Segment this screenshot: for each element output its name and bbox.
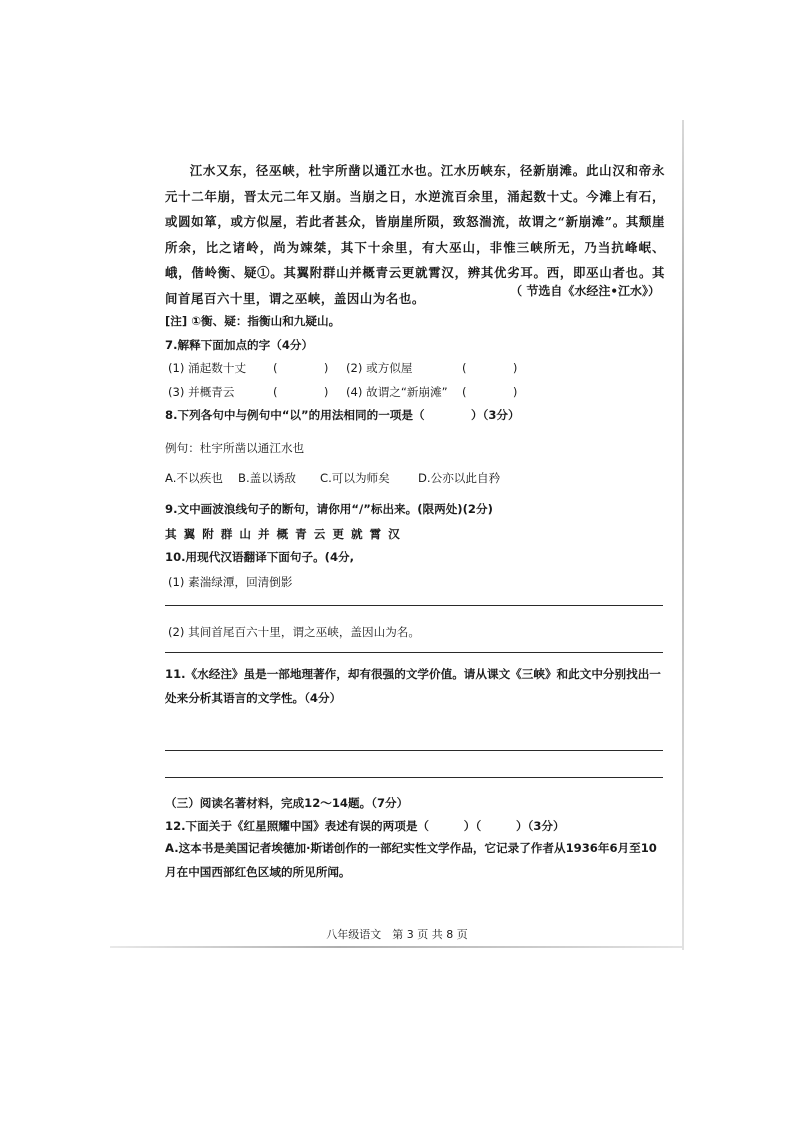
q7-item-2-blank[interactable]: ( ): [462, 361, 518, 375]
question-12-option-a[interactable]: A.这本书是美国记者埃德加·斯诺创作的一部纪实性文学作品，它记录了作者从1936年6月至10月在中国西部红色区域的所见所闻。: [165, 841, 657, 879]
question-12-stem: 12.下面关于《红星照耀中国》表述有误的两项是（ ）（ ）（3分）: [165, 819, 565, 833]
q7-item-4-blank[interactable]: ( ): [462, 385, 518, 399]
question-8-example: 例句：杜宇所凿以通江水也: [165, 441, 305, 455]
section-3-title: （三）阅读名著材料，完成12～14题。（7分）: [165, 796, 409, 810]
q7-item-3-blank[interactable]: ( ): [273, 385, 329, 399]
q8-option-d[interactable]: D.公亦以此自矜: [418, 471, 501, 485]
answer-line-10-2[interactable]: [165, 652, 663, 653]
q8-option-c[interactable]: C.可以为师矣: [320, 471, 390, 485]
page-footer: 八年级语文 第 3 页 共 8 页: [326, 928, 468, 941]
question-9-sentence[interactable]: 其翼附群山并概青云更就霄汉: [165, 527, 407, 541]
question-7-stem: 7.解释下面加点的字（4分）: [165, 338, 314, 352]
question-10-stem: 10.用现代汉语翻译下面句子。(4分,: [165, 550, 355, 564]
q8-option-a[interactable]: A.不以疾也: [165, 471, 223, 485]
question-9-stem: 9.文中画波浪线句子的断句，请你用“/”标出来。(限两处)(2分): [165, 502, 493, 516]
annotation-note: [注] ①衡、疑：指衡山和九疑山。: [165, 314, 341, 328]
q7-item-1: (1) 涌起数十丈: [168, 361, 247, 375]
passage-source: （ 节选自《水经注•江水》）: [510, 284, 660, 298]
question-10-sentence-1: (1) 素湍绿潭，回清倒影: [168, 575, 293, 589]
scan-edge-bottom: [110, 946, 682, 948]
q8-option-b[interactable]: B.盖以诱敌: [238, 471, 297, 485]
q7-item-3: (3) 并概青云: [168, 385, 235, 399]
scan-edge-right: [682, 120, 684, 950]
classical-passage: 江水又东，径巫峡，杜宇所凿以通江水也。江水历峡东，径新崩滩。此山汉和帝永元十二年崩，晋太元二年又崩。当崩之日，水逆流百余里，涌起数十丈。今滩上有石，或圆如箪，或方似屋，若此者甚众，皆崩崖所陨，致怒湍流，故谓之“新崩滩”。其颓崖所余，比之诸岭，尚为竦桀，其下十余里，有大巫山，非惟三峡所无，乃当抗峰岷、峨，偕岭衡、疑①。其翼附群山并概青云更就霄汉，辨其优劣耳。西，即巫山者也。其间首尾百六十里，谓之巫峡，盖因山为名也。: [165, 163, 665, 306]
question-10-sentence-2: (2) 其间首尾百六十里，谓之巫峡，盖因山为名。: [168, 625, 420, 639]
q7-item-4: (4) 故谓之“新崩滩”: [346, 385, 448, 399]
question-8-stem: 8.下列各句中与例句中“以”的用法相同的一项是（ ）（3分）: [165, 408, 520, 422]
q7-item-2: (2) 或方似屋: [346, 361, 413, 375]
q7-item-1-blank[interactable]: ( ): [273, 361, 329, 375]
answer-line-11-2[interactable]: [165, 777, 663, 778]
question-11-stem: 11.《水经注》虽是一部地理著作，却有很强的文学价值。请从课文《三峡》和此文中分别找出一处来分析其语言的文学性。（4分）: [165, 667, 661, 705]
answer-line-11-1[interactable]: [165, 750, 663, 751]
answer-line-10-1[interactable]: [165, 605, 663, 606]
